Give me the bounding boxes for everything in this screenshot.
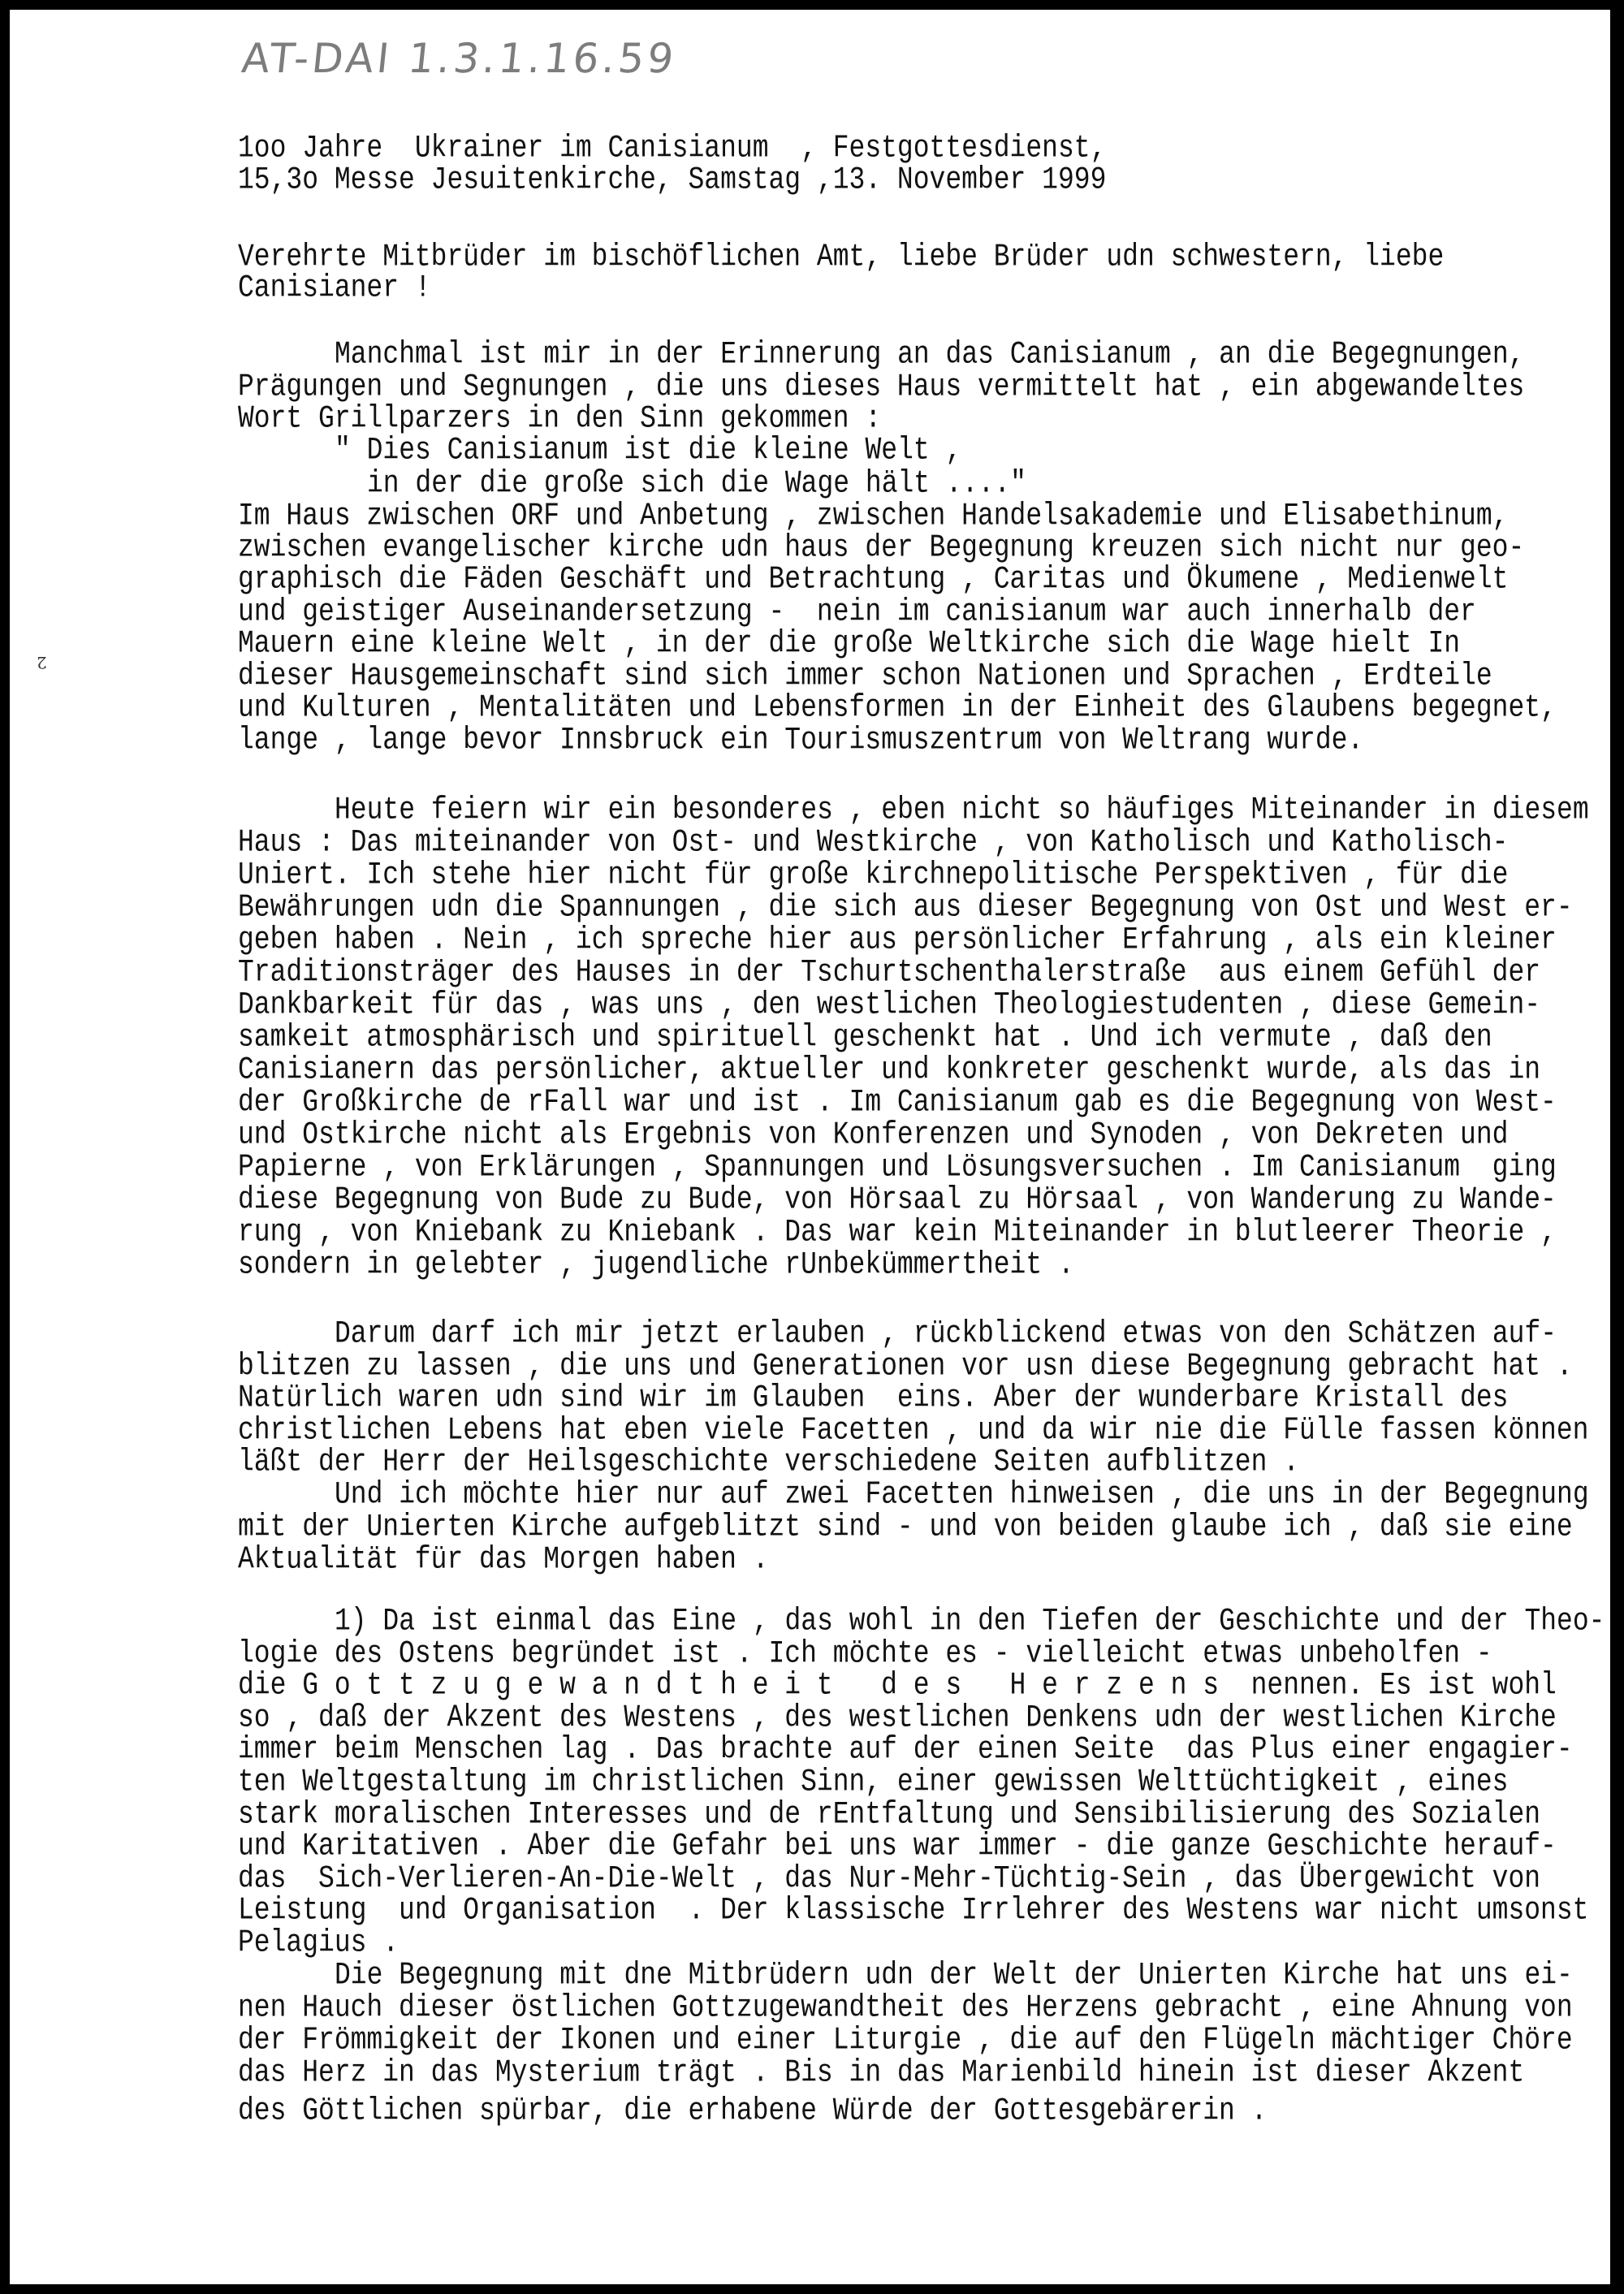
text-line: des Göttlichen spürbar, die erhabene Würde der Gottesgebärerin . xyxy=(238,2093,1268,2129)
text-line: Haus : Das miteinander von Ost- und Westkirche , von Katholisch und Katholisch- xyxy=(238,824,1509,861)
margin-mark: 2 xyxy=(37,653,47,672)
text-line: Uniert. Ich stehe hier nicht für große kirchnepolitische Perspektiven , für die xyxy=(238,857,1509,893)
text-line: und Karitativen . Aber die Gefahr bei uns war immer - die ganze Geschichte herauf- xyxy=(238,1828,1557,1864)
text-line: graphisch die Fäden Geschäft und Betrachtung , Caritas und Ökumene , Medienwelt xyxy=(238,561,1509,598)
text-line: Die Begegnung mit dne Mitbrüdern udn der Welt der Unierten Kirche hat uns ei- xyxy=(335,1957,1573,1994)
text-line: Darum darf ich mir jetzt erlauben , rückblickend etwas von den Schätzen auf- xyxy=(335,1315,1557,1352)
text-line: logie des Ostens begründet ist . Ich möchte es - vielleicht etwas unbeholfen - xyxy=(238,1635,1492,1672)
text-line: das Sich-Verlieren-An-Die-Welt , das Nur-Mehr-Tüchtig-Sein , das Übergewicht von xyxy=(238,1860,1541,1897)
quote-line: in der die große sich die Wage hält ...." xyxy=(367,465,1026,502)
text-line: und Kulturen , Mentalitäten und Lebensformen in der Einheit des Glaubens begegnet, xyxy=(238,689,1557,726)
text-line: stark moralischen Interesses und de rEntfaltung und Sensibilisierung des Sozialen xyxy=(238,1796,1541,1833)
text-line: zwischen evangelischer kirche udn haus der Begegnung kreuzen sich nicht nur geo- xyxy=(238,529,1525,566)
text-line: Natürlich waren udn sind wir im Glauben eins. Aber der wunderbare Kristall des xyxy=(238,1380,1509,1416)
text-line: Bewährungen udn die Spannungen , die sich aus dieser Begegnung von Ost und West er- xyxy=(238,889,1573,926)
text-line: Heute feiern wir ein besonderes , eben nicht so häufiges Miteinander in diesem xyxy=(335,792,1589,828)
text-line: Prägungen und Segnungen , die uns dieses Haus vermittelt hat , ein abgewandeltes xyxy=(238,369,1525,405)
salutation-line: Canisianer ! xyxy=(238,270,431,306)
text-line: immer beim Menschen lag . Das brachte auf der einen Seite das Plus einer engagier- xyxy=(238,1731,1573,1768)
salutation-line: Verehrte Mitbrüder im bischöflichen Amt, liebe Brüder udn schwestern, liebe xyxy=(238,239,1445,275)
quote-line: " Dies Canisianum ist die kleine Welt , xyxy=(335,432,962,469)
text-line: sondern in gelebter , jugendliche rUnbekümmertheit . xyxy=(238,1246,1074,1283)
text-line: Und ich möchte hier nur auf zwei Facetten hinweisen , die uns in der Begegnung xyxy=(335,1476,1589,1513)
text-line: Mauern eine kleine Welt , in der die große Weltkirche sich die Wage hielt In xyxy=(238,625,1461,662)
text-line: die G o t t z u g e w a n d t h e i t d e s H e r z e n s nennen. Es ist wohl xyxy=(238,1667,1557,1704)
text-line: Im Haus zwischen ORF und Anbetung , zwischen Handelsakademie und Elisabethinum, xyxy=(238,498,1509,534)
text-line: 1) Da ist einmal das Eine , das wohl in den Tiefen der Geschichte und der Theo- xyxy=(335,1603,1605,1639)
heading-line: 15,3o Messe Jesuitenkirche, Samstag ,13. November 1999 xyxy=(238,162,1107,198)
text-line: Dankbarkeit für das , was uns , den westlichen Theologiestudenten , diese Gemein- xyxy=(238,987,1541,1023)
text-line: Pelagius . xyxy=(238,1925,400,1961)
text-line: Leistung und Organisation . Der klassische Irrlehrer des Westens war nicht umsonst xyxy=(238,1892,1589,1929)
text-line: der Großkirche de rFall war und ist . Im Canisianum gab es die Begegnung von West- xyxy=(238,1084,1557,1121)
text-line: Papierne , von Erklärungen , Spannungen und Lösungsversuchen . Im Canisianum ging xyxy=(238,1149,1557,1186)
text-line: und geistiger Auseinandersetzung - nein im canisianum war auch innerhalb der xyxy=(238,594,1476,630)
text-line: und Ostkirche nicht als Ergebnis von Konferenzen und Synoden , von Dekreten und xyxy=(238,1117,1509,1153)
text-line: Wort Grillparzers in den Sinn gekommen : xyxy=(238,400,882,437)
text-line: christlichen Lebens hat eben viele Facetten , und da wir nie die Fülle fassen können xyxy=(238,1412,1589,1449)
text-line: der Frömmigkeit der Ikonen und einer Liturgie , die auf den Flügeln mächtiger Chöre xyxy=(238,2022,1573,2059)
text-line: Manchmal ist mir in der Erinnerung an das Canisianum , an die Begegnungen, xyxy=(335,336,1525,373)
heading-line: 1oo Jahre Ukrainer im Canisianum , Festgottesdienst, xyxy=(238,130,1107,166)
text-line: blitzen zu lassen , die uns und Generationen vor usn diese Begegnung gebracht hat . xyxy=(238,1348,1573,1385)
text-line: geben haben . Nein , ich spreche hier aus persönlicher Erfahrung , als ein kleiner xyxy=(238,922,1557,958)
text-line: Traditionsträger des Hauses in der Tschurtschenthalerstraße aus einem Gefühl der xyxy=(238,954,1541,991)
text-line: so , daß der Akzent des Westens , des westlichen Denkens udn der westlichen Kirche xyxy=(238,1700,1557,1736)
document-page xyxy=(10,10,1610,2284)
text-line: läßt der Herr der Heilsgeschichte verschiedene Seiten aufblitzen . xyxy=(238,1444,1300,1480)
text-line: Aktualität für das Morgen haben . xyxy=(238,1541,769,1578)
text-line: ten Weltgestaltung im christlichen Sinn, einer gewissen Welttüchtigkeit , eines xyxy=(238,1764,1509,1800)
text-line: diese Begegnung von Bude zu Bude, von Hörsaal zu Hörsaal , von Wanderung zu Wande- xyxy=(238,1182,1557,1218)
text-line: mit der Unierten Kirche aufgeblitzt sind - und von beiden glaube ich , daß sie eine xyxy=(238,1509,1573,1545)
text-line: samkeit atmosphärisch und spirituell geschenkt hat . Und ich vermute , daß den xyxy=(238,1019,1492,1056)
text-line: rung , von Kniebank zu Kniebank . Das war kein Miteinander in blutleerer Theorie , xyxy=(238,1214,1557,1251)
text-line: Canisianern das persönlicher, aktueller und konkreter geschenkt wurde, als das in xyxy=(238,1052,1541,1088)
archive-stamp: AT-DAI 1.3.1.16.59 xyxy=(239,35,680,82)
text-line: das Herz in das Mysterium trägt . Bis in das Marienbild hinein ist dieser Akzent xyxy=(238,2054,1525,2091)
text-line: nen Hauch dieser östlichen Gottzugewandtheit des Herzens gebracht , eine Ahnung von xyxy=(238,1989,1573,2026)
text-line: lange , lange bevor Innsbruck ein Tourismuszentrum von Weltrang wurde. xyxy=(238,722,1364,758)
text-line: dieser Hausgemeinschaft sind sich immer schon Nationen und Sprachen , Erdteile xyxy=(238,658,1492,694)
